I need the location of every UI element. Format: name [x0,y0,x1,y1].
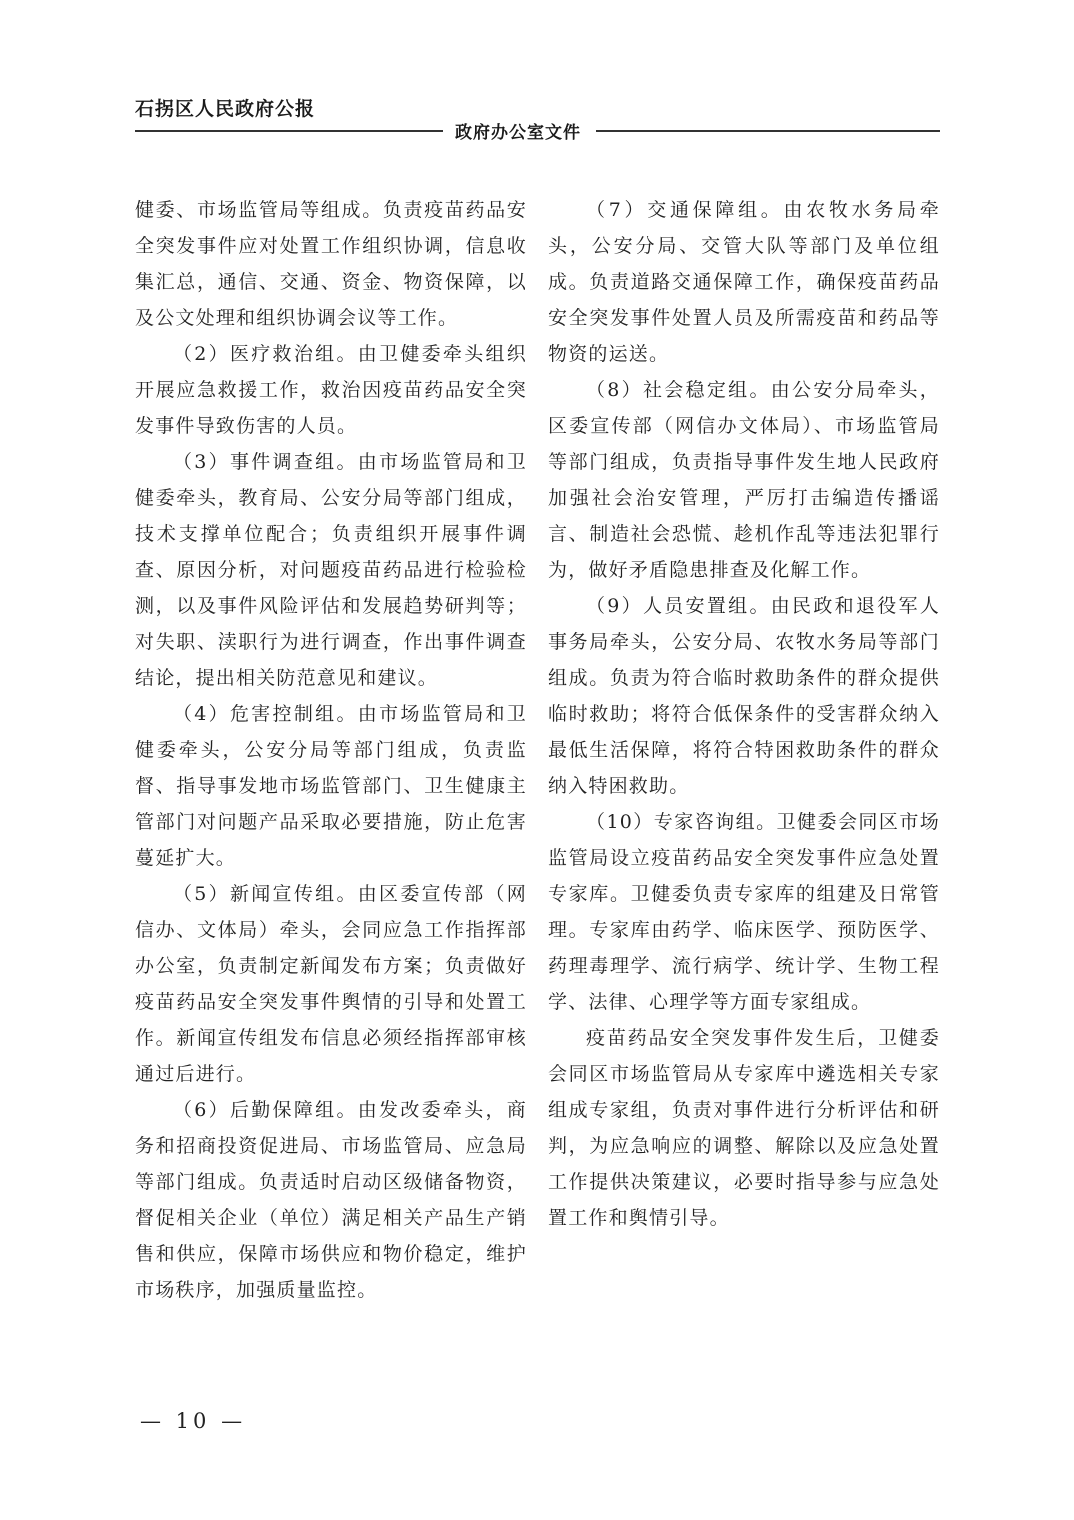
paragraph: （4）危害控制组。由市场监管局和卫健委牵头，公安分局等部门组成，负责监督、指导事发地市场监管部门、卫生健康主管部门对问题产品采取必要措施，防止危害蔓延扩大。 [135,703,527,869]
paragraph: 疫苗药品安全突发事件发生后，卫健委会同区市场监管局从专家库中遴选相关专家组成专家组，负责对事件进行分析评估和研判，为应急响应的调整、解除以及应急处置工作提供决策建议，必要时指导参与应急处置工作和舆情引导。 [548,1027,940,1229]
left-column [135,192,527,1308]
page-number: — 10 — [140,1409,247,1433]
paragraph: （2）医疗救治组。由卫健委牵头组织开展应急救援工作，救治因疫苗药品安全突发事件导致伤害的人员。 [135,343,527,437]
header-publication-title: 石拐区人民政府公报 [135,98,316,120]
header-rule-right [596,130,940,132]
paragraph: （10）专家咨询组。卫健委会同区市场监管局设立疫苗药品安全突发事件应急处置专家库。卫健委负责专家库的组建及日常管理。专家库由药学、临床医学、预防医学、药理毒理学、流行病学、统计学、生物工程学、法律、心理学等方面专家组成。 [548,811,940,1013]
paragraph: （6）后勤保障组。由发改委牵头，商务和招商投资促进局、市场监管局、应急局等部门组成。负责适时启动区级储备物资，督促相关企业（单位）满足相关产品生产销售和供应，保障市场供应和物价稳定，维护市场秩序，加强质量监控。 [135,1099,527,1301]
header-rule-left [135,130,443,132]
right-column [548,192,940,1236]
paragraph: （3）事件调查组。由市场监管局和卫健委牵头，教育局、公安分局等部门组成，技术支撑单位配合；负责组织开展事件调查、原因分析，对问题疫苗药品进行检验检测，以及事件风险评估和发展趋势研判等；对失职、渎职行为进行调查，作出事件调查结论，提出相关防范意见和建议。 [135,451,527,689]
paragraph: （8）社会稳定组。由公安分局牵头，区委宣传部（网信办文体局）、市场监管局等部门组成，负责指导事件发生地人民政府加强社会治安管理，严厉打击编造传播谣言、制造社会恐慌、趁机作乱等违法犯罪行为，做好矛盾隐患排查及化解工作。 [548,379,940,581]
paragraph: （9）人员安置组。由民政和退役军人事务局牵头，公安分局、农牧水务局等部门组成。负责为符合临时救助条件的群众提供临时救助；将符合低保条件的受害群众纳入最低生活保障，将符合特困救助条件的群众纳入特困救助。 [548,595,940,797]
paragraph: （5）新闻宣传组。由区委宣传部（网信办、文体局）牵头，会同应急工作指挥部办公室，负责制定新闻发布方案；负责做好疫苗药品安全突发事件舆情的引导和处置工作。新闻宣传组发布信息必须经指挥部审核通过后进行。 [135,883,527,1085]
header-section-title: 政府办公室文件 [455,123,581,143]
paragraph: （7）交通保障组。由农牧水务局牵头，公安分局、交管大队等部门及单位组成。负责道路交通保障工作，确保疫苗药品安全突发事件处置人员及所需疫苗和药品等物资的运送。 [548,199,940,365]
paragraph: 健委、市场监管局等组成。负责疫苗药品安全突发事件应对处置工作组织协调，信息收集汇总，通信、交通、资金、物资保障，以及公文处理和组织协调会议等工作。 [135,199,527,329]
